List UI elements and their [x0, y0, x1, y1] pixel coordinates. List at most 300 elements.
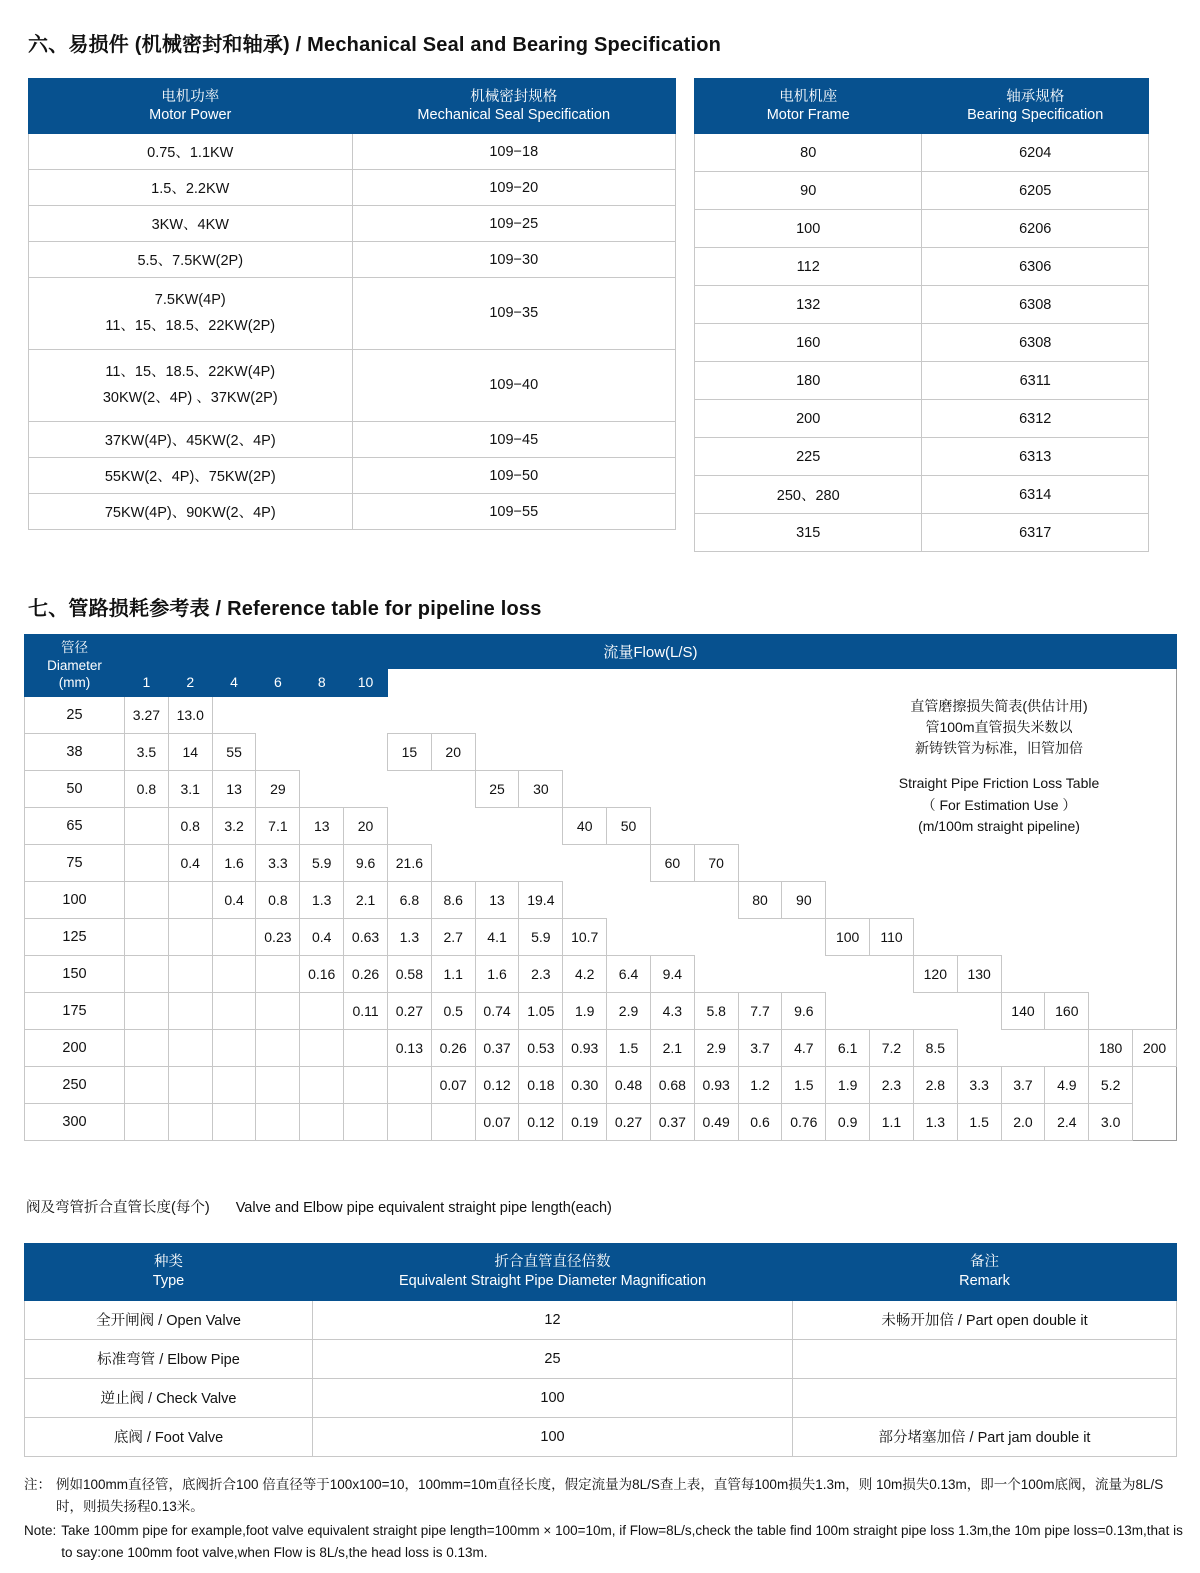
footnote-en-line1: Take 100mm pipe for example,foot valve equivalent straight pipe length=100mm × 100=10m, if Flow=8L/s,check the table find 100m — [61, 1522, 850, 1538]
flow-cell-value: 7.1 — [256, 807, 300, 844]
flow-cell-value: 0.8 — [168, 807, 212, 844]
flow-cell-value — [125, 881, 169, 918]
flow-cell-blank — [957, 696, 1001, 733]
flow-cell-value: 5.2 — [1089, 1066, 1133, 1103]
table-row — [29, 422, 676, 458]
flow-column-header-spacer — [913, 669, 957, 696]
flow-cell-blank — [344, 733, 388, 770]
flow-cell-value: 3.27 — [125, 696, 169, 733]
bearing-header-motor-frame-cn: 电机机座 — [779, 89, 838, 105]
flow-cell-blank — [1133, 696, 1177, 733]
flow-cell-value: 0.07 — [475, 1103, 519, 1140]
seal-motor-power-line: 37KW(4P)、45KW(2、4P) — [104, 433, 276, 450]
flow-cell-step-header: 15 — [387, 733, 431, 770]
seal-cell-seal-spec: 109−30 — [352, 242, 676, 278]
flow-cell-value: 0.58 — [387, 955, 431, 992]
flow-cell-diameter: 150 — [25, 955, 125, 992]
flow-cell-value: 0.63 — [344, 918, 388, 955]
flow-column-header-spacer — [694, 669, 738, 696]
flow-cell-diameter: 175 — [25, 992, 125, 1029]
bearing-cell-bearing-spec: 6308 — [922, 324, 1149, 362]
table-row — [29, 242, 676, 278]
flow-cell-blank — [1045, 807, 1089, 844]
flow-cell-value: 5.9 — [519, 918, 563, 955]
seal-motor-power-line: 1.5、2.2KW — [151, 181, 230, 198]
seal-cell-motor-power — [29, 170, 353, 206]
valve-header-type-cn: 种类 — [154, 1254, 183, 1270]
bearing-cell-bearing-spec: 6311 — [922, 362, 1149, 400]
seal-cell-motor-power — [29, 422, 353, 458]
flow-cell-value: 0.26 — [344, 955, 388, 992]
flow-cell-value: 3.3 — [957, 1066, 1001, 1103]
flow-cell-blank — [826, 770, 870, 807]
flow-cell-value: 0.30 — [563, 1066, 607, 1103]
flow-cell-value: 1.9 — [563, 992, 607, 1029]
valve-header-magnification — [313, 1244, 793, 1301]
table-row — [25, 955, 1177, 992]
flow-cell-blank — [1089, 955, 1133, 992]
table-row — [25, 1339, 1177, 1378]
flow-column-header: 10 — [344, 669, 388, 696]
flow-cell-blank — [1133, 881, 1177, 918]
flow-cell-value: 55 — [212, 733, 256, 770]
flow-cell-step-header: 50 — [607, 807, 651, 844]
flow-cell-blank — [387, 696, 431, 733]
friction-loss-note-en-line2: （ For Estimation Use ） — [921, 796, 1077, 813]
flow-cell-value: 1.2 — [738, 1066, 782, 1103]
flow-cell-blank — [563, 881, 607, 918]
flow-column-header: 8 — [300, 669, 344, 696]
flow-cell-blank — [957, 807, 1001, 844]
flow-header-diameter-cn: 管径 — [61, 640, 88, 655]
flow-cell-step-header: 80 — [738, 881, 782, 918]
table-row — [695, 248, 1149, 286]
valve-cell-remark: 部分堵塞加倍 / Part jam double it — [793, 1417, 1177, 1456]
flow-cell-value — [256, 1103, 300, 1140]
flow-cell-blank — [607, 844, 651, 881]
footnote-en-label: Note: — [24, 1522, 57, 1538]
flow-column-header-spacer — [387, 669, 431, 696]
seal-cell-motor-power — [29, 494, 353, 530]
flow-cell-value — [387, 1066, 431, 1103]
flow-cell-value: 3.3 — [256, 844, 300, 881]
flow-cell-blank — [1133, 807, 1177, 844]
flow-cell-blank — [1133, 733, 1177, 770]
flow-cell-blank — [1045, 918, 1089, 955]
bearing-header-bearing-spec-en: Bearing Specification — [967, 107, 1104, 124]
flow-cell-blank — [913, 696, 957, 733]
flow-cell-blank — [519, 844, 563, 881]
flow-cell-value: 1.6 — [212, 844, 256, 881]
seal-motor-power-line: 11、15、18.5、22KW(2P) — [105, 317, 276, 334]
pipeline-loss-table-wrapper — [24, 634, 1176, 1141]
valve-section-heading-cn: 阀及弯管折合直管长度(每个) — [26, 1200, 210, 1216]
seal-cell-seal-spec: 109−20 — [352, 170, 676, 206]
flow-cell-value — [168, 1066, 212, 1103]
flow-cell-blank — [300, 696, 344, 733]
flow-cell-value: 0.9 — [826, 1103, 870, 1140]
flow-cell-blank — [563, 844, 607, 881]
flow-cell-blank — [475, 696, 519, 733]
bearing-header-bearing-spec — [922, 79, 1149, 134]
valve-cell-magnification: 25 — [313, 1339, 793, 1378]
flow-cell-blank — [1001, 696, 1045, 733]
flow-cell-blank — [826, 696, 870, 733]
friction-loss-note-cn-line2: 管100m直管损失米数以 — [925, 719, 1073, 735]
flow-cell-value — [256, 992, 300, 1029]
flow-cell-blank — [563, 770, 607, 807]
flow-cell-blank — [1001, 844, 1045, 881]
flow-cell-blank — [694, 696, 738, 733]
flow-cell-blank — [913, 807, 957, 844]
flow-cell-value — [125, 918, 169, 955]
seal-header-seal-spec-cn: 机械密封规格 — [470, 89, 558, 105]
flow-cell-blank — [1089, 807, 1133, 844]
table-row — [25, 992, 1177, 1029]
flow-cell-blank — [650, 696, 694, 733]
flow-cell-blank — [1045, 844, 1089, 881]
valve-header-remark-cn: 备注 — [970, 1254, 999, 1270]
flow-cell-blank — [782, 696, 826, 733]
flow-cell-value: 5.9 — [300, 844, 344, 881]
flow-cell-blank — [957, 770, 1001, 807]
flow-cell-blank — [957, 844, 1001, 881]
flow-cell-blank — [1089, 844, 1133, 881]
flow-cell-blank — [782, 955, 826, 992]
flow-cell-value: 0.26 — [431, 1029, 475, 1066]
flow-column-header-spacer — [738, 669, 782, 696]
flow-column-header-spacer — [519, 669, 563, 696]
table-row — [25, 696, 1177, 733]
flow-cell-blank — [870, 696, 914, 733]
flow-cell-blank — [957, 733, 1001, 770]
flow-cell-step-header: 30 — [519, 770, 563, 807]
flow-cell-value: 13 — [212, 770, 256, 807]
flow-cell-blank — [738, 733, 782, 770]
flow-cell-value — [256, 1066, 300, 1103]
flow-cell-value: 9.4 — [650, 955, 694, 992]
flow-cell-value: 2.8 — [913, 1066, 957, 1103]
flow-cell-blank — [650, 733, 694, 770]
flow-cell-value — [125, 807, 169, 844]
flow-cell-value: 3.7 — [1001, 1066, 1045, 1103]
flow-cell-blank — [519, 733, 563, 770]
flow-cell-blank — [1045, 955, 1089, 992]
flow-cell-value: 0.11 — [344, 992, 388, 1029]
flow-cell-step-header: 160 — [1045, 992, 1089, 1029]
flow-cell-blank — [694, 881, 738, 918]
flow-cell-value — [168, 1103, 212, 1140]
flow-cell-blank — [782, 807, 826, 844]
flow-cell-value: 10.7 — [563, 918, 607, 955]
flow-cell-value: 6.1 — [826, 1029, 870, 1066]
flow-cell-value: 2.1 — [344, 881, 388, 918]
bearing-cell-bearing-spec: 6204 — [922, 134, 1149, 172]
flow-cell-value: 0.93 — [563, 1029, 607, 1066]
flow-column-header-spacer — [826, 669, 870, 696]
valve-cell-type: 全开闸阀 / Open Valve — [25, 1300, 313, 1339]
table-row — [695, 514, 1149, 552]
flow-cell-value: 6.4 — [607, 955, 651, 992]
flow-cell-value: 2.1 — [650, 1029, 694, 1066]
flow-cell-value: 0.23 — [256, 918, 300, 955]
friction-loss-note-en-line1: Straight Pipe Friction Loss Table — [898, 775, 1100, 791]
flow-cell-blank — [607, 918, 651, 955]
flow-cell-blank — [826, 807, 870, 844]
seal-motor-power-line: 5.5、7.5KW(2P) — [137, 253, 244, 270]
flow-title-row — [25, 635, 1177, 669]
flow-cell-value: 0.12 — [519, 1103, 563, 1140]
flow-cell-diameter: 200 — [25, 1029, 125, 1066]
flow-cell-value: 2.7 — [431, 918, 475, 955]
flow-cell-diameter: 65 — [25, 807, 125, 844]
flow-cell-blank — [1001, 770, 1045, 807]
flow-cell-step-header: 130 — [957, 955, 1001, 992]
flow-cell-value: 8.6 — [431, 881, 475, 918]
valve-table-header-row — [25, 1244, 1177, 1301]
flow-cell-blank — [563, 733, 607, 770]
flow-cell-value: 19.4 — [519, 881, 563, 918]
flow-cell-blank — [387, 807, 431, 844]
flow-cell-blank — [300, 733, 344, 770]
seal-cell-seal-spec: 109−40 — [352, 350, 676, 422]
flow-column-header: 2 — [168, 669, 212, 696]
table-row — [695, 134, 1149, 172]
flow-cell-blank — [650, 881, 694, 918]
table-row — [695, 476, 1149, 514]
bearing-header-motor-frame-en: Motor Frame — [766, 107, 850, 124]
table-row — [695, 210, 1149, 248]
seal-cell-motor-power — [29, 278, 353, 350]
flow-cell-value — [344, 1103, 388, 1140]
flow-cell-step-header: 20 — [431, 733, 475, 770]
seal-table-header-row — [29, 79, 676, 134]
flow-cell-blank — [957, 992, 1001, 1029]
flow-cell-step-header: 40 — [563, 807, 607, 844]
flow-column-header: 4 — [212, 669, 256, 696]
flow-cell-blank — [738, 770, 782, 807]
flow-cell-value — [212, 918, 256, 955]
flow-cell-blank — [870, 807, 914, 844]
bearing-cell-motor-frame: 100 — [695, 210, 922, 248]
seal-cell-seal-spec: 109−50 — [352, 458, 676, 494]
flow-cell-value: 4.2 — [563, 955, 607, 992]
valve-header-type-en: Type — [152, 1272, 185, 1289]
flow-cell-value: 13.0 — [168, 696, 212, 733]
flow-cell-blank — [431, 770, 475, 807]
flow-cell-value: 1.3 — [387, 918, 431, 955]
mechanical-seal-table — [28, 78, 676, 530]
flow-cell-blank — [1133, 1066, 1177, 1103]
table-row — [25, 1029, 1177, 1066]
seal-motor-power-line: 55KW(2、4P)、75KW(2P) — [104, 469, 276, 486]
bearing-header-motor-frame — [695, 79, 922, 134]
flow-column-header-spacer — [957, 669, 1001, 696]
seal-cell-seal-spec: 109−25 — [352, 206, 676, 242]
flow-cell-value — [168, 955, 212, 992]
flow-cell-value — [125, 1066, 169, 1103]
flow-cell-value: 0.5 — [431, 992, 475, 1029]
flow-cell-step-header: 70 — [694, 844, 738, 881]
valve-header-magnification-cn: 折合直管直径倍数 — [494, 1254, 611, 1270]
flow-cell-blank — [1133, 955, 1177, 992]
flow-cell-blank — [344, 696, 388, 733]
seal-motor-power-line: 11、15、18.5、22KW(4P) — [105, 364, 276, 381]
flow-table-body — [25, 696, 1177, 1140]
pipeline-loss-table — [24, 634, 1177, 1141]
flow-cell-value: 1.6 — [475, 955, 519, 992]
flow-cell-diameter: 50 — [25, 770, 125, 807]
flow-cell-value: 0.53 — [519, 1029, 563, 1066]
flow-cell-value: 2.4 — [1045, 1103, 1089, 1140]
table-row — [695, 324, 1149, 362]
flow-cell-blank — [694, 955, 738, 992]
flow-cell-value — [125, 992, 169, 1029]
seal-cell-seal-spec: 109−45 — [352, 422, 676, 458]
flow-cell-value: 7.2 — [870, 1029, 914, 1066]
flow-cell-blank — [387, 770, 431, 807]
flow-cell-value: 0.68 — [650, 1066, 694, 1103]
flow-column-header-spacer — [563, 669, 607, 696]
flow-cell-value: 0.49 — [694, 1103, 738, 1140]
flow-column-header-spacer — [431, 669, 475, 696]
table-row — [29, 206, 676, 242]
flow-cell-value: 3.7 — [738, 1029, 782, 1066]
flow-cell-value: 29 — [256, 770, 300, 807]
seal-cell-seal-spec: 109−18 — [352, 134, 676, 170]
flow-cell-value: 2.0 — [1001, 1103, 1045, 1140]
flow-cell-blank — [738, 955, 782, 992]
flow-cell-value: 3.1 — [168, 770, 212, 807]
table-row — [25, 918, 1177, 955]
flow-cell-value: 7.7 — [738, 992, 782, 1029]
flow-cell-value: 0.4 — [168, 844, 212, 881]
seal-cell-motor-power — [29, 206, 353, 242]
flow-header-diameter — [25, 635, 125, 697]
table-row — [25, 733, 1177, 770]
flow-column-header-spacer — [1045, 669, 1089, 696]
flow-cell-value: 13 — [475, 881, 519, 918]
flow-header-diameter-en: Diameter — [47, 657, 102, 673]
seal-motor-power-line: 3KW、4KW — [151, 217, 229, 234]
seal-header-seal-spec — [352, 79, 676, 134]
flow-cell-blank — [870, 844, 914, 881]
flow-cell-blank — [782, 918, 826, 955]
flow-cell-value: 0.4 — [300, 918, 344, 955]
flow-cell-blank — [913, 733, 957, 770]
flow-cell-blank — [1133, 1103, 1177, 1140]
flow-header-title: 流量Flow(L/S) — [125, 635, 1177, 669]
bearing-table-header-row — [695, 79, 1149, 134]
flow-cell-value — [125, 844, 169, 881]
flow-cell-blank — [650, 770, 694, 807]
seal-cell-seal-spec: 109−35 — [352, 278, 676, 350]
flow-cell-value: 3.0 — [1089, 1103, 1133, 1140]
flow-cell-value — [300, 1029, 344, 1066]
flow-cell-blank — [738, 918, 782, 955]
flow-cell-blank — [650, 918, 694, 955]
flow-cell-value: 0.37 — [650, 1103, 694, 1140]
flow-cell-value — [212, 1029, 256, 1066]
flow-cell-blank — [694, 918, 738, 955]
table-row — [29, 458, 676, 494]
flow-cell-blank — [738, 844, 782, 881]
seal-header-motor-power-cn: 电机功率 — [161, 89, 220, 105]
flow-cell-value — [344, 1066, 388, 1103]
flow-cell-value: 0.76 — [782, 1103, 826, 1140]
flow-cell-value — [168, 992, 212, 1029]
seal-motor-power-line: 30KW(2、4P) 、37KW(2P) — [102, 389, 278, 406]
bearing-cell-bearing-spec: 6308 — [922, 286, 1149, 324]
flow-cell-diameter: 125 — [25, 918, 125, 955]
flow-cell-value: 0.16 — [300, 955, 344, 992]
seal-cell-motor-power — [29, 134, 353, 170]
flow-column-header-spacer — [1133, 669, 1177, 696]
flow-cell-value — [212, 955, 256, 992]
flow-column-header-spacer — [650, 669, 694, 696]
flow-cell-blank — [826, 733, 870, 770]
bearing-cell-bearing-spec: 6306 — [922, 248, 1149, 286]
table-row — [29, 494, 676, 530]
flow-cell-step-header: 90 — [782, 881, 826, 918]
flow-cell-value — [168, 1029, 212, 1066]
flow-cell-blank — [256, 696, 300, 733]
bearing-cell-bearing-spec: 6313 — [922, 438, 1149, 476]
seal-cell-motor-power — [29, 350, 353, 422]
table-row — [25, 881, 1177, 918]
flow-cell-blank — [431, 844, 475, 881]
friction-loss-note-en-line3: (m/100m straight pipeline) — [918, 818, 1080, 835]
flow-cell-blank — [519, 696, 563, 733]
section-6-heading: 六、易损件 (机械密封和轴承) / Mechanical Seal and Bearing Specification — [28, 34, 722, 56]
valve-header-remark-en: Remark — [959, 1272, 1010, 1289]
flow-cell-value — [168, 881, 212, 918]
flow-cell-value: 0.07 — [431, 1066, 475, 1103]
bearing-cell-bearing-spec: 6205 — [922, 172, 1149, 210]
flow-cell-blank — [738, 696, 782, 733]
flow-cell-step-header: 100 — [826, 918, 870, 955]
flow-cell-value — [344, 1029, 388, 1066]
flow-cell-value: 13 — [300, 807, 344, 844]
flow-cell-blank — [1133, 992, 1177, 1029]
flow-cell-blank — [826, 881, 870, 918]
flow-cell-diameter: 25 — [25, 696, 125, 733]
flow-cell-blank — [1133, 844, 1177, 881]
flow-cell-value: 14 — [168, 733, 212, 770]
table-row — [695, 400, 1149, 438]
seal-header-motor-power — [29, 79, 353, 134]
seal-cell-motor-power — [29, 242, 353, 278]
flow-cell-blank — [1133, 770, 1177, 807]
flow-cell-blank — [607, 733, 651, 770]
bearing-table-body — [695, 134, 1149, 552]
flow-cell-step-header: 140 — [1001, 992, 1045, 1029]
flow-cell-blank — [826, 955, 870, 992]
flow-cell-value: 1.9 — [826, 1066, 870, 1103]
flow-cell-value: 9.6 — [344, 844, 388, 881]
bearing-cell-motor-frame: 180 — [695, 362, 922, 400]
flow-cell-blank — [1001, 733, 1045, 770]
table-row — [695, 438, 1149, 476]
flow-cell-blank — [957, 918, 1001, 955]
valve-cell-type: 逆止阀 / Check Valve — [25, 1378, 313, 1417]
flow-column-header-spacer — [475, 669, 519, 696]
bearing-cell-motor-frame: 200 — [695, 400, 922, 438]
flow-cell-blank — [519, 807, 563, 844]
flow-cell-blank — [212, 696, 256, 733]
seal-motor-power-line: 0.75、1.1KW — [147, 145, 234, 162]
flow-cell-blank — [475, 844, 519, 881]
